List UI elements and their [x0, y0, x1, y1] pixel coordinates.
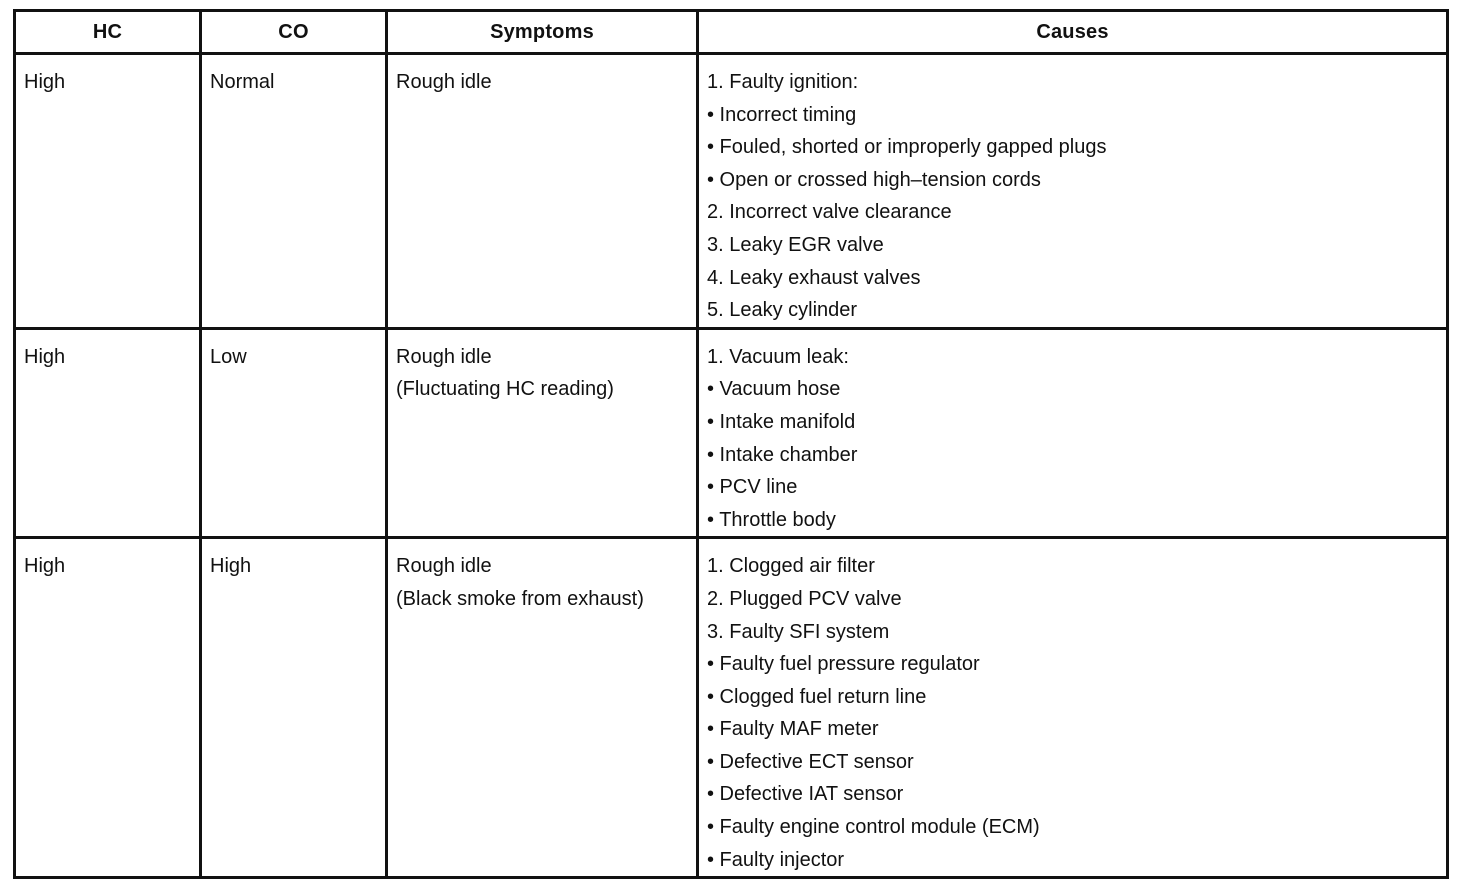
table-row: [15, 538, 1448, 878]
cause-item: • Faulty MAF meter: [707, 718, 879, 741]
cause-item: 5. Leaky cylinder: [707, 299, 858, 322]
causes-list: [699, 55, 1446, 327]
cause-item: 1. Faulty ignition:: [707, 71, 859, 93]
symptom-line: Rough idle: [396, 345, 492, 368]
cause-item: • Vacuum hose: [707, 378, 841, 401]
cause-item: • Faulty engine control module (ECM): [707, 816, 1040, 839]
causes-list: [699, 330, 1446, 537]
co-cell: [201, 54, 387, 329]
header-symptoms: Symptoms: [387, 11, 698, 54]
cause-item: • Intake chamber: [707, 443, 858, 466]
hc-cell: [15, 328, 201, 538]
header-hc: HC: [15, 11, 201, 54]
symptoms-text: [388, 55, 696, 99]
table-row: [15, 328, 1448, 538]
header-co: CO: [201, 11, 387, 54]
cause-item: 2. Plugged PCV valve: [707, 587, 902, 610]
cause-item: • Faulty fuel pressure regulator: [707, 653, 980, 676]
co-value: Low: [210, 345, 247, 368]
cause-item: • Clogged fuel return line: [707, 685, 927, 708]
symptoms-text: [388, 539, 696, 615]
causes-cell: [698, 54, 1448, 329]
symptoms-text: [388, 330, 696, 406]
cause-item: • Faulty injector: [707, 848, 845, 871]
hc-value: High: [24, 555, 66, 578]
table-row: [15, 54, 1448, 329]
symptoms-cell: [387, 328, 698, 538]
cause-item: 3. Faulty SFI system: [707, 620, 890, 643]
causes-list: [699, 539, 1446, 876]
symptom-line: Rough idle: [396, 555, 492, 578]
cause-item: • Throttle body: [707, 508, 836, 531]
symptoms-cell: [387, 538, 698, 878]
causes-cell: [698, 538, 1448, 878]
cause-item: 4. Leaky exhaust valves: [707, 266, 921, 289]
cause-item: • Fouled, shorted or improperly gapped plugs: [707, 136, 1107, 159]
co-cell: [201, 328, 387, 538]
symptom-line: (Black smoke from exhaust): [396, 587, 644, 610]
symptoms-cell: [387, 54, 698, 329]
co-value: High: [210, 555, 252, 578]
table-body: [15, 54, 1448, 878]
hc-value: High: [24, 71, 66, 93]
cause-item: • PCV line: [707, 476, 798, 499]
cause-item: • Open or crossed high–tension cords: [707, 168, 1041, 191]
symptom-line: Rough idle: [396, 71, 492, 93]
header-causes: Causes: [698, 11, 1448, 54]
table-header: [15, 11, 1448, 54]
cause-item: 2. Incorrect valve clearance: [707, 201, 952, 224]
cause-item: • Intake manifold: [707, 410, 856, 433]
header-row: [15, 11, 1448, 54]
cause-item: • Defective IAT sensor: [707, 783, 904, 806]
symptom-line: (Fluctuating HC reading): [396, 378, 614, 401]
cause-item: 3. Leaky EGR valve: [707, 233, 884, 256]
hc-co-diagnosis-table: [13, 9, 1449, 879]
cause-item: 1. Vacuum leak:: [707, 345, 849, 368]
hc-cell: [15, 54, 201, 329]
hc-cell: [15, 538, 201, 878]
co-cell: [201, 538, 387, 878]
hc-value: High: [24, 345, 66, 368]
cause-item: • Incorrect timing: [707, 103, 857, 126]
causes-cell: [698, 328, 1448, 538]
co-value: Normal: [210, 71, 275, 93]
cause-item: • Defective ECT sensor: [707, 750, 914, 773]
cause-item: 1. Clogged air filter: [707, 555, 875, 578]
